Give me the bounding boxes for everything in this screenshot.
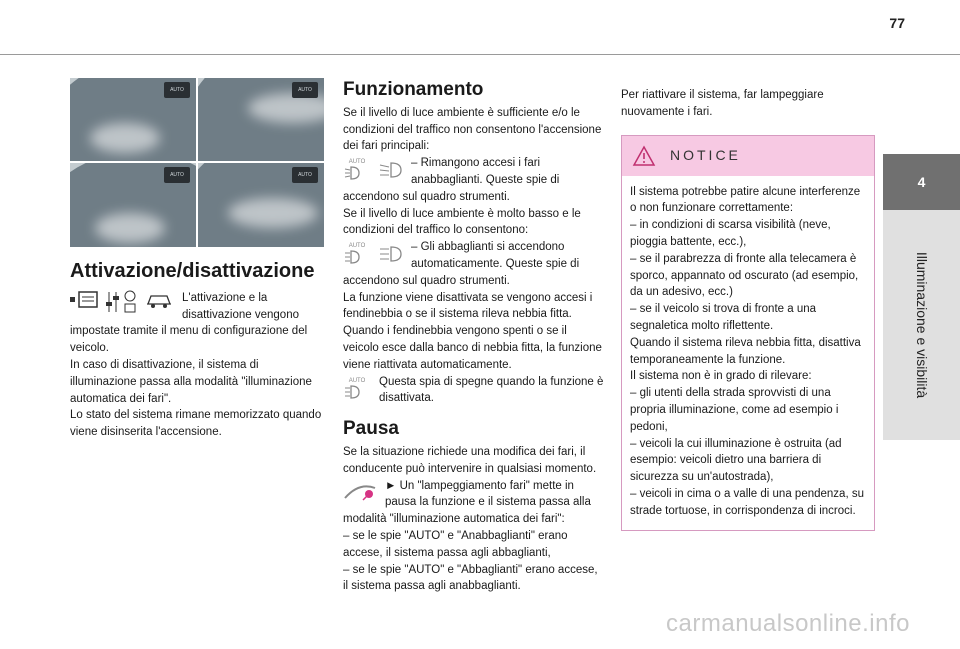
auto-lowbeam-icons bbox=[343, 155, 403, 183]
notice-box bbox=[621, 135, 875, 531]
pause-para-1: Se la situazione richiede una modifica dei fari, il conducente può intervenire in qualsiasi momento. bbox=[343, 445, 597, 475]
notice-line: – in condizioni di scarsa visibilità (neve, pioggia battente, ecc.), bbox=[630, 219, 831, 248]
notice-line: – se il veicolo si trova di fronte a una segnaletica molto riflettente. bbox=[630, 303, 817, 332]
auto-badge: AUTO bbox=[292, 167, 318, 183]
operation-para-4: Quando i fendinebbia vengono spenti o se il veicolo esce dalla banco di nebbia fitta, la funzione viene riattivata automaticamente. bbox=[343, 325, 602, 371]
photo-4 bbox=[198, 163, 324, 247]
menu-screen-icon bbox=[70, 290, 100, 310]
settings-sliders-icon bbox=[106, 290, 138, 314]
chapter-title: Illuminazione e visibilità bbox=[913, 251, 930, 399]
page-number: 77 bbox=[889, 15, 905, 31]
operation-item-1-rest: accendono sul quadro strumenti. bbox=[343, 190, 510, 203]
auto-badge: AUTO bbox=[164, 167, 190, 183]
pause-item bbox=[343, 478, 605, 512]
auto-lamp-icon bbox=[343, 374, 371, 402]
section-heading-activation: Attivazione/disattivazione bbox=[70, 260, 315, 282]
operation-para-1: Se il livello di luce ambiente è sufficiente e/o le condizioni del traffico non consentono l'accensione dei fari principali: bbox=[343, 106, 602, 153]
notice-body bbox=[622, 176, 874, 530]
notice-line: – veicoli la cui illuminazione è ostruita (ad esempio: veicoli dietro una barriera di sicurezza su un'autostrada), bbox=[630, 437, 842, 484]
svg-text:AUTO: AUTO bbox=[348, 243, 366, 250]
headlamp-flash-lever-icon bbox=[343, 478, 377, 504]
auto-lamp-icon bbox=[343, 155, 371, 183]
notice-header bbox=[622, 136, 874, 176]
operation-item-1 bbox=[343, 155, 605, 189]
operation-item-2 bbox=[343, 239, 605, 273]
section-heading-operation: Funzionamento bbox=[343, 79, 484, 100]
low-beam-icon bbox=[377, 155, 403, 183]
activation-icons bbox=[70, 290, 174, 314]
activation-para-3: Lo stato del sistema rimane memorizzato quando viene disinserita l'accensione. bbox=[70, 409, 322, 439]
notice-title: NOTICE bbox=[670, 147, 741, 164]
operation-item-1-text: – Rimangono accesi i fari anabbaglianti. Queste spie di bbox=[411, 157, 560, 186]
activation-para-2: In caso di disattivazione, il sistema di illuminazione passa alla modalità "illuminazione automatica dei fari". bbox=[70, 358, 312, 405]
activation-para-1: impostate tramite il menu di configurazione del veicolo. bbox=[70, 325, 308, 355]
notice-line: Il sistema non è in grado di rilevare: bbox=[630, 370, 812, 383]
notice-line: – veicoli in cima o a valle di una pendenza, su strade tortuose, in corrispondenza di incroci. bbox=[630, 487, 864, 517]
photo-3 bbox=[70, 163, 196, 247]
auto-badge: AUTO bbox=[292, 82, 318, 98]
chapter-number-tab[interactable]: 4 bbox=[883, 154, 960, 210]
operation-para-2: Se il livello di luce ambiente è molto basso e le condizioni del traffico lo consentono: bbox=[343, 207, 581, 237]
operation-item-3 bbox=[343, 374, 605, 408]
activation-intro: L'attivazione e la disattivazione vengono bbox=[182, 291, 299, 321]
svg-text:AUTO: AUTO bbox=[348, 159, 366, 166]
column-activation bbox=[70, 78, 326, 441]
car-light-icon bbox=[144, 290, 174, 310]
auto-off-icons bbox=[343, 374, 371, 402]
pause-dash-1: – se le spie "AUTO" e "Anabbaglianti" erano accese, il sistema passa agli abbaglianti, bbox=[343, 529, 568, 559]
watermark: carmanualsonline.info bbox=[666, 610, 910, 637]
chapter-title-tab[interactable] bbox=[883, 210, 960, 440]
operation-item-2-text: – Gli abbaglianti si accendono automaticamente. Queste spie di bbox=[411, 241, 580, 270]
column-operation bbox=[343, 79, 605, 595]
headlight-photos bbox=[70, 78, 324, 247]
auto-badge: AUTO bbox=[164, 82, 190, 98]
pause-item-text: ► Un "lampeggiamento fari" mette in pausa la funzione e il sistema passa alla bbox=[385, 479, 591, 509]
warning-triangle-icon bbox=[632, 145, 656, 167]
svg-text:AUTO: AUTO bbox=[348, 377, 366, 384]
reactivation-text: Per riattivare il sistema, far lampeggiare nuovamente i fari. bbox=[621, 89, 824, 118]
column-notice bbox=[621, 87, 875, 531]
auto-highbeam-icons bbox=[343, 239, 403, 267]
photo-1 bbox=[70, 78, 196, 161]
activation-icon-row bbox=[70, 290, 326, 324]
operation-item-3-text: Questa spia di spegne quando la funzione è disattivata. bbox=[379, 375, 604, 405]
notice-line: – se il parabrezza di fronte alla telecamera è sporco, appannato od oscurato (ad esempio, da un adesivo, ecc.) bbox=[630, 252, 859, 299]
section-heading-pause: Pausa bbox=[343, 418, 399, 440]
operation-para-3: La funzione viene disattivata se vengono accesi i fendinebbia o se il sistema rileva nebbia fitta. bbox=[343, 291, 593, 321]
notice-line: Il sistema potrebbe patire alcune interferenze o non funzionare correttamente: bbox=[630, 185, 861, 215]
photo-2 bbox=[198, 78, 324, 161]
operation-item-2-rest: accendono sul quadro strumenti. bbox=[343, 274, 510, 287]
flash-lever-icons bbox=[343, 478, 377, 504]
header-rule bbox=[0, 54, 960, 55]
auto-lamp-icon bbox=[343, 239, 371, 267]
high-beam-icon bbox=[377, 239, 403, 267]
pause-item-rest: modalità "illuminazione automatica dei fari": bbox=[343, 513, 565, 526]
notice-line: – gli utenti della strada sprovvisti di una propria illuminazione, come ad esempio i pedoni, bbox=[630, 387, 839, 433]
notice-line: Quando il sistema rileva nebbia fitta, disattiva temporaneamente la funzione. bbox=[630, 336, 861, 366]
pause-dash-2: – se le spie "AUTO" e "Abbaglianti" erano accese, il sistema passa agli anabbaglianti. bbox=[343, 563, 598, 593]
